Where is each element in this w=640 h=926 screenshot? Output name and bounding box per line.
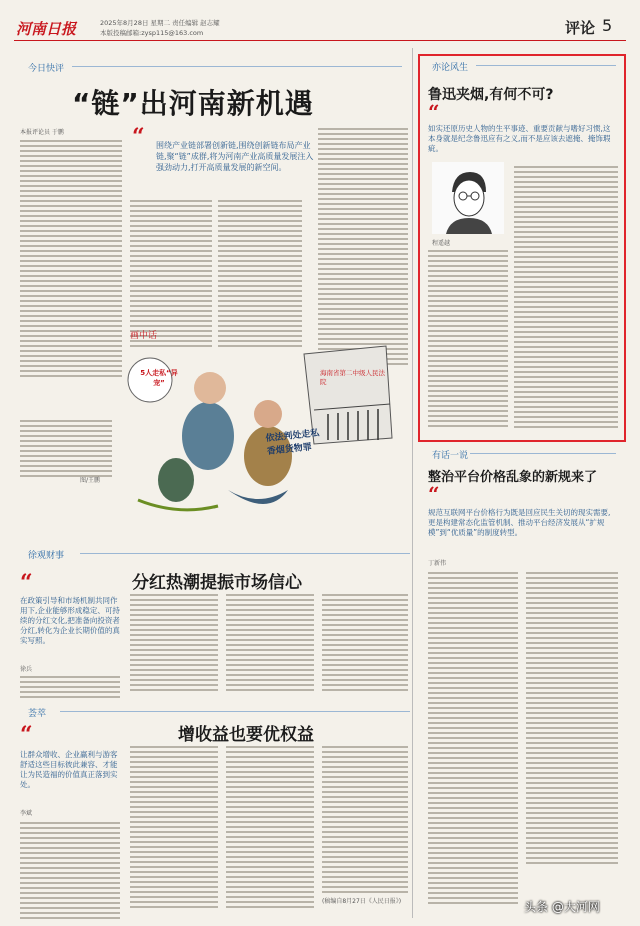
- bottom-body-col0: [20, 822, 120, 922]
- mid-byline: 徐兵: [20, 666, 33, 673]
- page-number: 5: [602, 16, 613, 35]
- right-body-bottom: [428, 250, 508, 430]
- bottom-section-rule: [60, 711, 410, 712]
- right2-headline: 整治平台价格乱象的新规来了: [428, 470, 598, 485]
- mid-body-col3: [322, 594, 408, 694]
- bottom-body-col1: [130, 746, 218, 911]
- right2-section-rule: [470, 453, 616, 454]
- right-quote-mark: “: [428, 100, 440, 124]
- cartoon-label: 画中话: [130, 331, 158, 341]
- right2-quote-mark: “: [428, 482, 440, 506]
- mid-lead: 在政策引导和市场机制共同作用下,企业能够形成稳定、可持续的分红文化,把准备向投资者分红,转化为企业长期价值的真实写照。: [20, 596, 120, 645]
- mid-body-col0: [20, 676, 120, 701]
- right2-byline: 丁新伟: [428, 560, 447, 567]
- right-body-top: [514, 166, 618, 431]
- right2-lead: 规范互联网平台价格行为既是回应民生关切的现实需要,更是构建常态化监管机制、推动平台经济发展从“扩规模”到“优质量”的制度转型。: [428, 508, 611, 537]
- column-rule: [412, 48, 413, 918]
- right2-section-label: 有话一说: [432, 451, 469, 461]
- left-headline: “链”出河南新机遇: [72, 87, 314, 120]
- mid-headline: 分红热潮提振市场信心: [132, 573, 302, 593]
- author-portrait: [432, 162, 504, 234]
- section-title: 评论: [565, 19, 596, 37]
- bottom-lead: 让群众增收、企业赢利与游客舒适这些目标彼此兼容、才能让为民造福的价值真正落到实处。: [20, 750, 118, 789]
- bottom-quote-mark: “: [20, 722, 33, 748]
- watermark: 头条 @大河网: [524, 900, 600, 914]
- right-section-rule: [476, 65, 616, 66]
- right2-body-col2: [526, 572, 618, 867]
- bottom-body-col3: [322, 746, 408, 896]
- right-lead: 如实还原历史人物的生平事迹、重要贡献与嗜好习惯,这本身就是纪念鲁迅应有之义,而不是应该去遮掩、掩饰瑕疵。: [428, 124, 611, 153]
- masthead-logo: 河南日报: [16, 20, 77, 38]
- left-section-label: 今日快评: [28, 64, 65, 74]
- cartoon-figure-label: 5人走私“异宠”: [140, 369, 178, 387]
- right2-body-col1: [428, 572, 518, 907]
- mid-section-rule: [80, 553, 410, 554]
- bottom-byline: 李斌: [20, 810, 33, 817]
- mid-quote-mark: “: [20, 570, 33, 596]
- cartoon-sign: 海南省第二中级人民法院: [320, 369, 385, 386]
- cartoon-side-text: [20, 420, 112, 480]
- right-headline: 鲁迅夹烟,有何不可?: [428, 87, 554, 103]
- masthead-date: 2025年8月28日 星期二 责任编辑 赵志耀: [100, 19, 220, 27]
- bottom-body-col2: [226, 746, 314, 911]
- bottom-section-label: 荟萃: [28, 709, 47, 719]
- left-byline: 本报评论员 于鹏: [20, 129, 64, 136]
- mid-body-col2: [226, 594, 314, 694]
- left-quote-mark: “: [132, 124, 145, 150]
- mid-section-label: 徐观财事: [28, 551, 65, 561]
- masthead-rule: [14, 40, 626, 41]
- bottom-footer-note: (稿编自8月27日《人民日报》): [322, 898, 402, 905]
- right-section-label: 亦论风生: [432, 63, 469, 73]
- right-byline: 程遥越: [432, 240, 451, 247]
- mid-body-col1: [130, 594, 218, 694]
- left-section-rule: [72, 66, 402, 67]
- cartoon-illustration: [118, 340, 408, 520]
- left-body-col1: [20, 140, 122, 380]
- left-lead: 围绕产业链部署创新链,围绕创新链布局产业链,聚“链”成群,将为河南产业高质量发展注入强劲动力,打开高质量发展的新空间。: [156, 141, 314, 172]
- left-body-col4: [318, 128, 408, 368]
- masthead-email: 本版投稿邮箱:zysp115@163.com: [100, 29, 204, 37]
- bottom-headline: 增收益也要优权益: [178, 725, 314, 745]
- left-body-col3: [218, 200, 302, 350]
- cartoon-caption: 图/王鹏: [80, 477, 101, 484]
- cartoon-text: 依法判处走私香烟货物罪: [265, 428, 320, 458]
